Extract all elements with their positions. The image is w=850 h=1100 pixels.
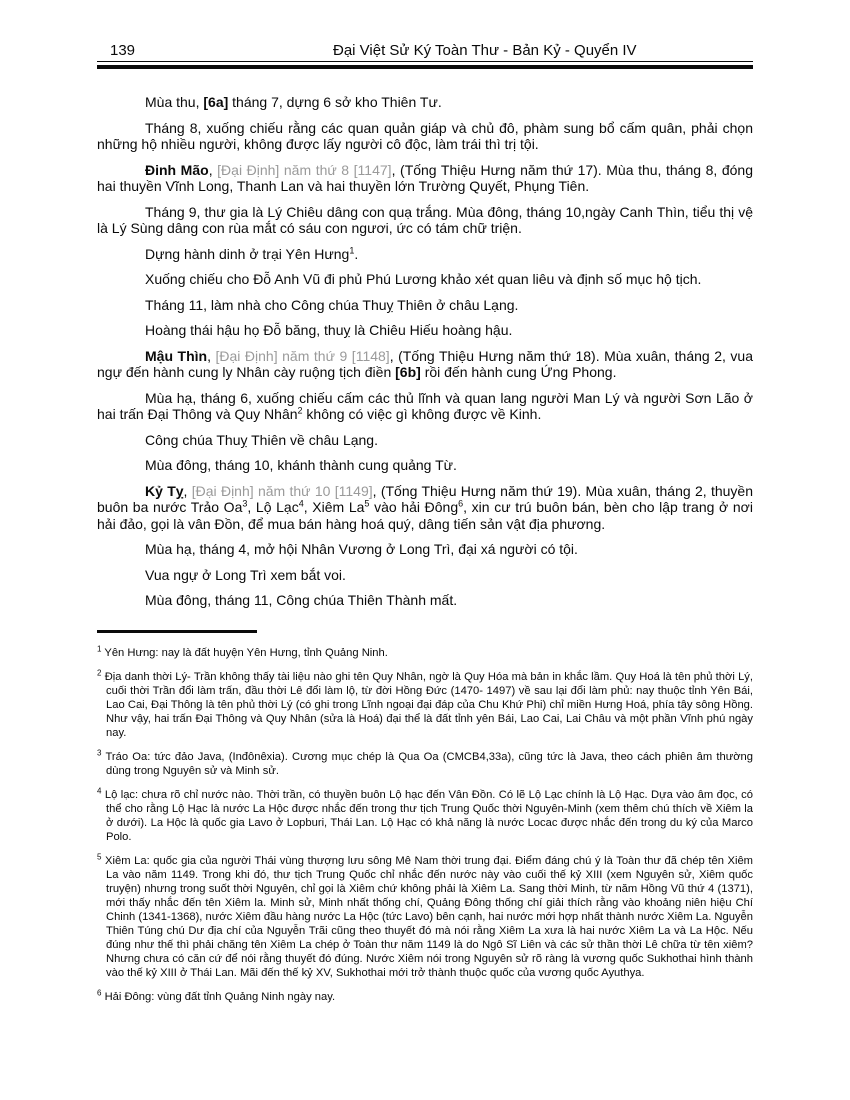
text-run: Mùa hạ, tháng 4, mở hội Nhân Vương ở Long Trì, đại xá người có tội.: [145, 541, 578, 557]
footnote-marker: 3: [97, 747, 102, 757]
paragraph: [97, 297, 753, 314]
page-content: [97, 0, 753, 1004]
footnote-text: Hải Đông: vùng đất tỉnh Quảng Ninh ngày nay.: [104, 990, 336, 1003]
text-run: Dựng hành dinh ở trại Yên Hưng: [145, 245, 350, 262]
footnote-ref: 6: [458, 498, 464, 509]
text-run: Tháng 8, xuống chiếu rằng các quan quản giáp và chủ đô, phàm sung bổ cấm quân, phải chọn những hộ nhiều người, không được lấy người cô độc, làm trái thì trị tội.: [97, 119, 753, 152]
text-run: ,: [183, 482, 192, 499]
text-run: Công chúa Thuỵ Thiên về châu Lạng.: [145, 431, 378, 448]
footnote-marker: 2: [97, 667, 102, 677]
bold-run: Đinh Mão: [145, 161, 209, 178]
paragraph: [97, 271, 753, 288]
footnote: [97, 785, 753, 844]
footnote-ref: 4: [298, 498, 304, 509]
text-run: Xuống chiếu cho Đỗ Anh Vũ đi phủ Phú Lương khảo xét quan liêu và định số mục hộ tịch.: [145, 271, 702, 287]
footnote-ref: 3: [242, 498, 248, 509]
text-run: , (Tống Thiệu Hưng năm thứ 19). Mùa xuân, tháng 2, thuyền buôn ba nước Trảo Oa: [97, 482, 753, 515]
text-run: Mùa đông, tháng 11, Công chúa Thiên Thành mất.: [145, 592, 458, 608]
paragraph: [97, 483, 753, 533]
text-run: .: [354, 245, 359, 262]
era-name-run: [Đại Định] năm thứ 10 [1149]: [191, 482, 373, 499]
header-row: [97, 0, 753, 62]
body-text: [97, 94, 753, 609]
footnote-ref: 2: [297, 405, 303, 416]
paragraph: [97, 432, 753, 449]
paragraph: [97, 567, 753, 584]
footnote-text: Yên Hưng: nay là đất huyện Yên Hưng, tỉnh Quảng Ninh.: [104, 646, 388, 659]
era-name-run: [Đại Định] năm thứ 8 [1147]: [217, 161, 392, 178]
text-run: vào hải Đông: [369, 499, 459, 515]
header-title: Đại Việt Sử Ký Toàn Thư - Bản Kỷ - Quyển IV: [333, 42, 637, 59]
text-run: ,: [208, 161, 218, 178]
footnote-text: Tráo Oa: tức đảo Java, (Inđônêxia). Cương mục chép là Qua Oa (CMCB4,33a), cũng tức là Java, theo cách phiên âm thường dùng trong Nguyên sử và Minh sử.: [105, 750, 754, 777]
text-run: tháng 7, dựng 6 sở kho Thiên Tư.: [228, 94, 442, 110]
footnote-marker: 4: [97, 785, 102, 795]
text-run: , Xiêm La: [303, 499, 365, 515]
header-thick-rule: [97, 65, 753, 69]
paragraph: [97, 592, 753, 609]
paragraph: [97, 322, 753, 339]
paragraph: [97, 120, 753, 153]
footnote-marker: 1: [97, 643, 102, 653]
bold-run: Kỷ Tỵ: [145, 482, 184, 499]
paragraph: [97, 246, 753, 263]
footnote-text: Địa danh thời Lý- Trần không thấy tài liệu nào ghi tên Quy Nhân, ngờ là Quy Hóa mà bản in khắc lầm. Quy Hoá là tên phủ thời Lý, cuối thời Trần đổi làm trấn, đầu thời Lê đổi làm lộ, từ đời Hồng Đức (1470- 1497) về sau lại đổi làm phủ: nay thuộc tỉnh Yên Bái, Lao Cai, Đại Thông là tên phủ thời Lý (có ghi trong Lĩnh ngoại đại đáp của Chu Khứ Phi) chỉ miền Hưng Hoá, phía tây sông Hồng. Như vậy, hai trấn Đại Thông và Quy Nhân (sửa là Hoá) đại thể là đất tỉnh yên Bái, Lao Cai, Lai Châu và một phần Vĩnh phú ngày nay.: [104, 670, 753, 739]
text-run: rồi đến hành cung Ứng Phong.: [420, 364, 617, 380]
text-run: Mùa đông, tháng 10, khánh thành cung quảng Từ.: [145, 457, 457, 473]
page-header: [97, 0, 753, 69]
footnote-ref: 5: [364, 498, 370, 509]
text-run: Tháng 9, thư gia là Lý Chiêu dâng con quạ trắng. Mùa đông, tháng 10,ngày Canh Thìn, tiểu thị vệ là Lý Sùng dâng con rùa mắt có sáu con ngươi, ức có tám chữ triện.: [97, 203, 753, 236]
footnote: [97, 987, 753, 1004]
text-run: Vua ngự ở Long Trì xem bắt voi.: [145, 566, 346, 583]
paragraph: [97, 541, 753, 558]
footnote: [97, 851, 753, 980]
footnote-text: Xiêm La: quốc gia của người Thái vùng thượng lưu sông Mê Nam thời trung đại. Điểm đáng chú ý là Toàn thư đã chép tên Xiêm La vào năm 1149. Trong khi đó, thư tịch Trung Quốc chỉ nhắc đến nước này vào cuối thế kỷ XIII (xem Nguyên sử, Xiêm quốc truyện) nhưng trong suốt thời Nguyên, chỉ gọi là Xiêm chứ không phải là Xiêm La. Sang thời Minh, từ năm Hồng Vũ thứ 4 (1371), mới thấy nhắc đến tên Xiêm la. Minh sử, Minh nhất thống chí, Quảng Đông thống chí giải thích rằng vào khoảng niên hiệu Chí Chinh (1341-1368), nước Xiêm đầu hàng nước La Hộc (tức Lavo) bên cạnh, hai nước mới hợp nhất thành nước Xiêm La. Nguyễn Thiên Túng chú Dư địa chí của Nguyễn Trãi cũng theo thuyết đó mà nói rằng Xiêm La xưa là hai nước Xiêm La và La Hộc. Nếu đúng như thế thì phải chăng tên Xiêm La chép ở Toàn thư năm 1149 là do Ngô Sĩ Liên và các sử thần thời Lê chữa từ tên xiêm? Nhưng chưa có căn cứ để nói rằng thuyết đó đúng. Nước Xiêm nói trong Nguyên sử rõ ràng là vương quốc Sukhothai hình thành vào thế kỷ XIII ở Thái Lan. Mãi đến thế kỷ XV, Sukhothai mới trở thành thuộc quốc của vương quốc Ayuthya.: [105, 854, 753, 979]
footnote-text: Lộ lạc: chưa rõ chỉ nước nào. Thời trần, có thuyền buôn Lộ hạc đến Vân Đồn. Có lẽ Lộ Lạc chính là Lộ Hạc. Dựa vào âm đọc, có thể cho rằng Lộ Hạc là nước La Hộc được nhắc đến trong thư tịch Trung Quốc thời Nguyên-Minh (xem thêm chú thích về Xiêm la ở dưới). La Hộc là quốc gia Lavo ở Lopburi, Thái Lan. Lộ Hạc có khả năng là nước Locac được nhắc đến trong du ký của Marco Polo.: [104, 788, 753, 843]
footnote: [97, 643, 753, 660]
text-run: , xin cư trú buôn bán, bèn cho lập trang ở nơi hải đảo, gọi là vân Đồn, để mua bán hàng hoá quý, dâng tiến sản vật địa phương.: [97, 499, 753, 532]
text-run: ,: [207, 347, 216, 364]
paragraph: [97, 457, 753, 474]
footnote: [97, 667, 753, 740]
text-run: Mùa thu,: [145, 94, 204, 110]
footnotes: [97, 643, 754, 1004]
paragraph: [97, 162, 753, 195]
footnote-separator: [97, 630, 257, 633]
text-run: Mùa hạ, tháng 6, xuống chiếu cấm các thủ lĩnh và quan lang người Man Lý và người Sơn Lão ở hai trấn Đại Thông và Quy Nhân: [97, 389, 753, 422]
footnote-marker: 6: [97, 987, 102, 997]
footnote-marker: 5: [97, 851, 102, 861]
text-run: không có việc gì không được về Kinh.: [302, 406, 542, 422]
bold-run: [6b]: [395, 364, 421, 380]
paragraph: [97, 204, 753, 237]
text-run: , (Tống Thiệu Hưng năm thứ 17). Mùa thu, tháng 8, đóng hai thuyền Vĩnh Long, Thanh Lan và hai thuyền lớn Trường Quyết, Phụng Tiên.: [97, 161, 754, 194]
page-number: 139: [110, 42, 136, 59]
footnote-ref: 1: [349, 244, 355, 255]
footnote: [97, 747, 754, 778]
era-name-run: [Đại Định] năm thứ 9 [1148]: [215, 347, 390, 364]
paragraph: [97, 390, 753, 423]
paragraph: [97, 348, 753, 381]
bold-run: [6a]: [203, 94, 229, 110]
text-run: Tháng 11, làm nhà cho Công chúa Thuỵ Thiên ở châu Lạng.: [145, 296, 519, 313]
text-run: , Lộ Lạc: [247, 499, 299, 515]
text-run: , (Tống Thiệu Hưng năm thứ 18). Mùa xuân, tháng 2, vua ngự đến hành cung ly Nhân cày ruộng tịch điền: [97, 347, 754, 380]
text-run: Hoàng thái hậu họ Đỗ băng, thuỵ là Chiêu Hiếu hoàng hậu.: [145, 322, 513, 338]
paragraph: [97, 94, 753, 111]
bold-run: Mậu Thìn: [145, 347, 208, 364]
